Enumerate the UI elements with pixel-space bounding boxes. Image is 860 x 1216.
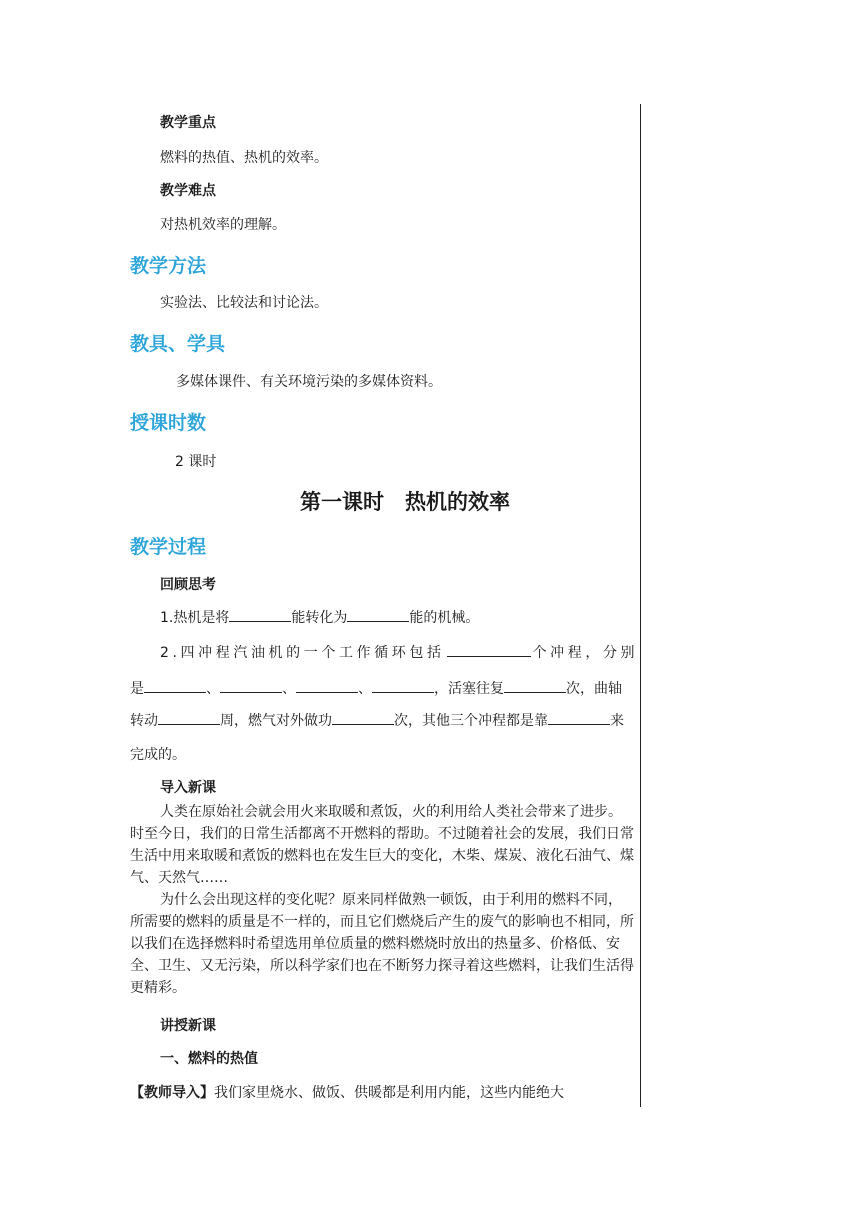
answer-blank	[158, 710, 220, 725]
difficult-text: 对热机效率的理解。	[160, 217, 286, 233]
answer-blank	[347, 607, 409, 622]
q1-text-c: 能的机械。	[409, 610, 480, 626]
difficult-heading: 教学难点	[160, 183, 216, 199]
review-heading: 回顾思考	[160, 577, 216, 593]
answer-blank	[548, 710, 610, 725]
answer-blank	[332, 710, 394, 725]
margin-rule	[640, 104, 641, 1107]
lesson-title: 第一课时 热机的效率	[300, 490, 510, 514]
q1-text-a: 1.热机是将	[160, 610, 230, 626]
review-question-2-line-2	[130, 678, 622, 698]
review-question-1	[160, 607, 479, 627]
q2-text-e: 次，曲轴	[566, 681, 622, 697]
answer-blank	[504, 678, 566, 693]
new-lesson-heading: 讲授新课	[160, 1018, 216, 1034]
key-points-heading: 教学重点	[160, 115, 216, 131]
review-question-2-line-3	[130, 710, 624, 730]
q2-text-h: 次，其他三个冲程都是靠	[394, 713, 548, 729]
q2-text-g: 周，燃气对外做功	[220, 713, 332, 729]
intro-paragraph-2: 为什么会出现这样的变化呢？原来同样做熟一顿饭，由于利用的燃料不同，所需要的燃料的质量是不一样的，而且它们燃烧后产生的废气的影响也不相同，所以我们在选择燃料时希望选用单位质量的燃料燃烧时放出的热量多、价格低、安全、卫生、又无污染，所以科学家们也在不断努力探寻着这些燃料，让我们生活得更精彩。	[130, 892, 634, 996]
hours-text: 2 课时	[175, 454, 217, 470]
answer-blank	[144, 678, 206, 693]
q2-text-d: ，活塞往复	[434, 681, 504, 697]
q2-text-a: 2.四冲程汽油机的一个工作循环包括	[160, 645, 445, 661]
tools-heading: 教具、学具	[130, 333, 226, 355]
teacher-intro-line	[130, 1082, 564, 1102]
separator: 、	[358, 681, 372, 697]
answer-blank	[229, 607, 291, 622]
process-heading: 教学过程	[130, 536, 207, 558]
review-question-2-line-4: 完成的。	[130, 747, 186, 763]
q2-text-c: 是	[130, 681, 144, 697]
answer-blank	[447, 642, 531, 657]
q2-text-b: 个冲程，分别	[532, 645, 639, 661]
q2-text-f: 转动	[130, 713, 158, 729]
intro-heading: 导入新课	[160, 780, 216, 796]
answer-blank	[372, 678, 434, 693]
separator: 、	[206, 681, 220, 697]
q2-text-i: 来	[610, 713, 624, 729]
section-1-heading: 一、燃料的热值	[160, 1051, 258, 1067]
answer-blank	[220, 678, 282, 693]
q1-text-b: 能转化为	[291, 610, 348, 626]
key-points-text: 燃料的热值、热机的效率。	[160, 150, 328, 166]
tools-text: 多媒体课件、有关环境污染的多媒体资料。	[176, 374, 442, 390]
teacher-intro-tag: 【教师导入】	[130, 1085, 214, 1101]
answer-blank	[296, 678, 358, 693]
method-text: 实验法、比较法和讨论法。	[160, 295, 328, 311]
method-heading: 教学方法	[130, 255, 207, 277]
hours-heading: 授课时数	[130, 412, 207, 434]
intro-paragraph-1: 人类在原始社会就会用火来取暖和煮饭，火的利用给人类社会带来了进步。时至今日，我们的日常生活都离不开燃料的帮助。不过随着社会的发展，我们日常生活中用来取暖和煮饭的燃料也在发生巨大的变化，木柴、煤炭、液化石油气、煤气、天然气……	[130, 804, 634, 886]
review-question-2-line-1	[160, 642, 639, 662]
separator: 、	[282, 681, 296, 697]
teacher-intro-text: 我们家里烧水、做饭、供暖都是利用内能，这些内能绝大	[214, 1085, 564, 1101]
